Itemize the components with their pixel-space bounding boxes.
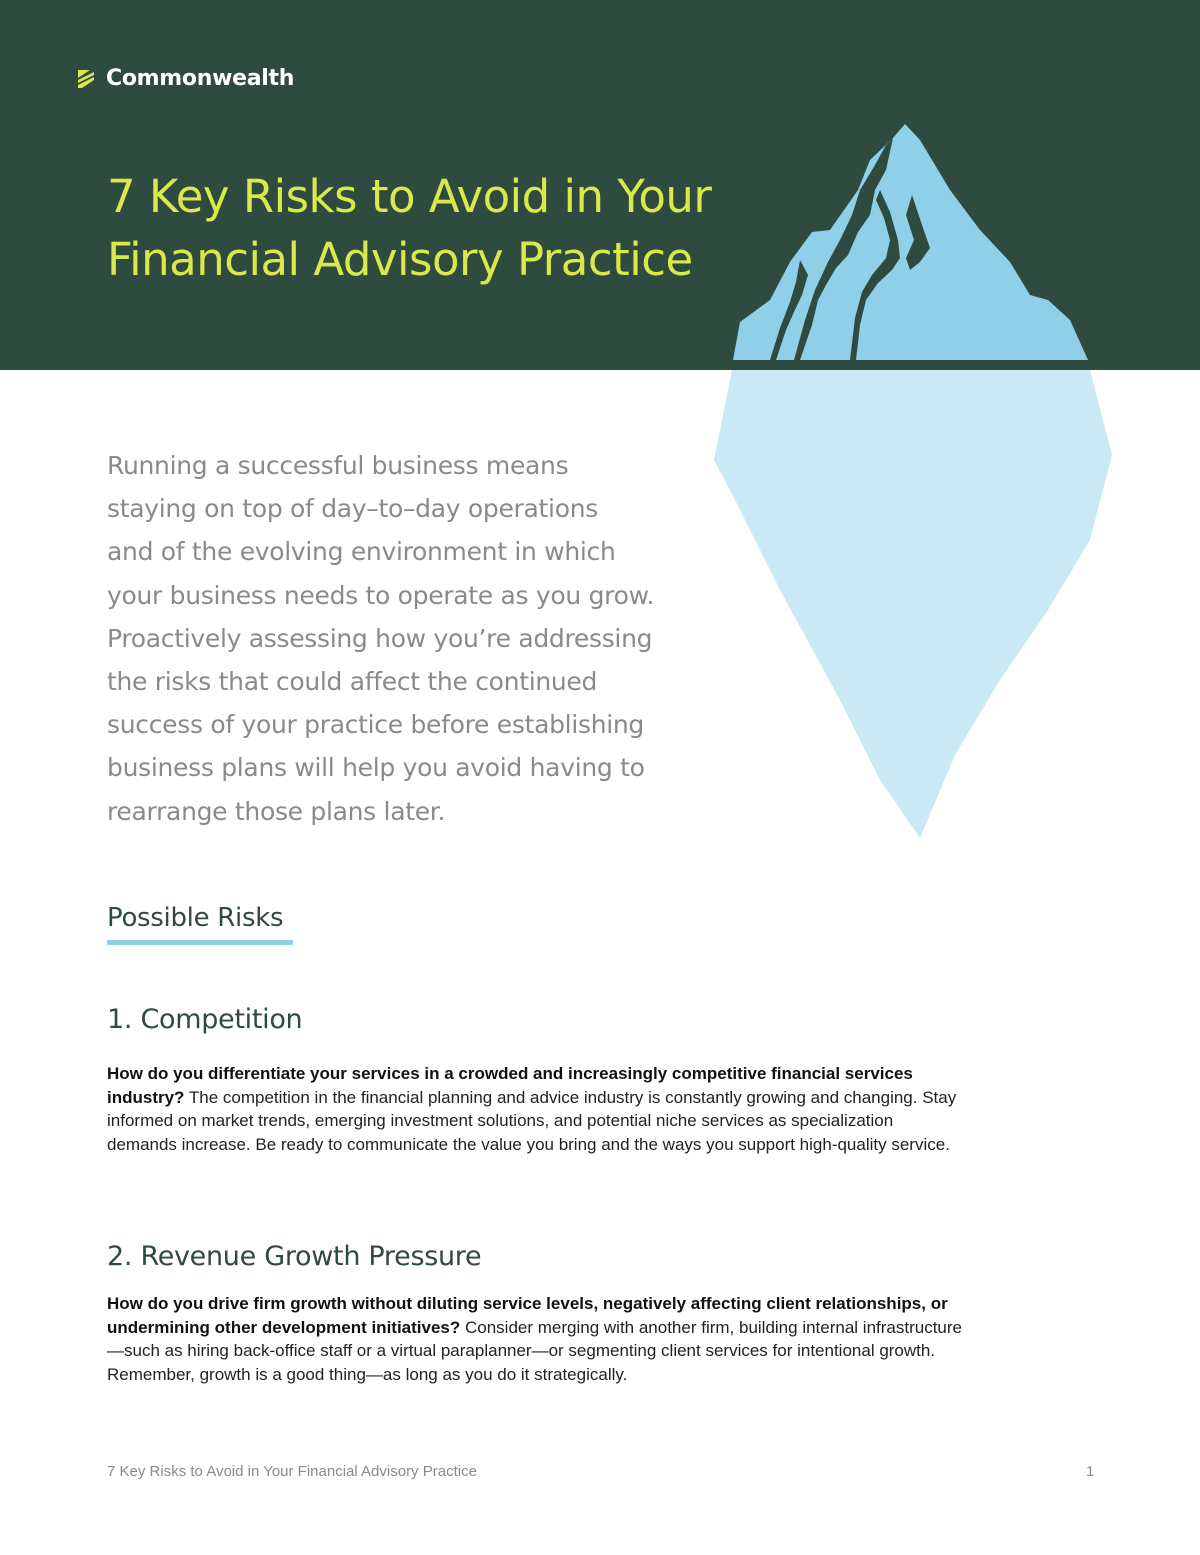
intro-line: success of your practice before establishing [107, 710, 644, 740]
intro-line: Proactively assessing how you’re addressing [107, 623, 653, 653]
footer-title: 7 Key Risks to Avoid in Your Financial Advisory Practice [107, 1463, 477, 1480]
risk-question: How do you drive firm growth without diluting service levels, negatively affecting client relationships, or undermining other development initiatives? [107, 1294, 948, 1337]
risk-question: How do you differentiate your services in a crowded and increasingly competitive financial services industry? [107, 1064, 913, 1107]
iceberg-illustration [700, 120, 1120, 840]
risk-text: The competition in the financial planning and advice industry is constantly growing and changing. Stay informed on market trends, emerging investment solutions, and potential niche services as specialization demands increase. Be ready to communicate the value you bring and the ways you support high-quality service. [107, 1087, 957, 1154]
intro-paragraph [107, 444, 727, 833]
intro-line: business plans will help you avoid having to [107, 753, 645, 783]
intro-line: staying on top of day–to–day operations [107, 494, 598, 524]
title-line: Financial Advisory Practice [107, 233, 693, 286]
risk-text: Consider merging with another firm, building internal infrastructure—such as hiring back-office staff or a virtual paraplanner—or segmenting client services for intentional growth. Remember, growth is a good thing—as long as you do it strategically. [107, 1317, 962, 1384]
document-title [107, 165, 767, 291]
risk-body [107, 1062, 967, 1156]
intro-line: Running a successful business means [107, 451, 569, 480]
intro-line: and of the evolving environment in which [107, 537, 616, 567]
intro-line: the risks that could affect the continued [107, 667, 598, 697]
brand-name: Commonwealth [106, 66, 295, 91]
iceberg-underwater [714, 370, 1112, 838]
title-line: 7 Key Risks to Avoid in Your [107, 170, 712, 223]
commonwealth-logo-icon [76, 68, 96, 90]
section-heading: Possible Risks [107, 903, 284, 933]
intro-line: your business needs to operate as you grow. [107, 580, 655, 610]
intro-line: rearrange those plans later. [107, 796, 446, 826]
risk-body [107, 1292, 967, 1386]
page-number: 1 [1086, 1463, 1095, 1480]
section-underline [107, 940, 293, 945]
risk-heading: 2. Revenue Growth Pressure [107, 1241, 482, 1272]
risk-heading: 1. Competition [107, 1004, 303, 1035]
brand-logo [76, 66, 294, 91]
